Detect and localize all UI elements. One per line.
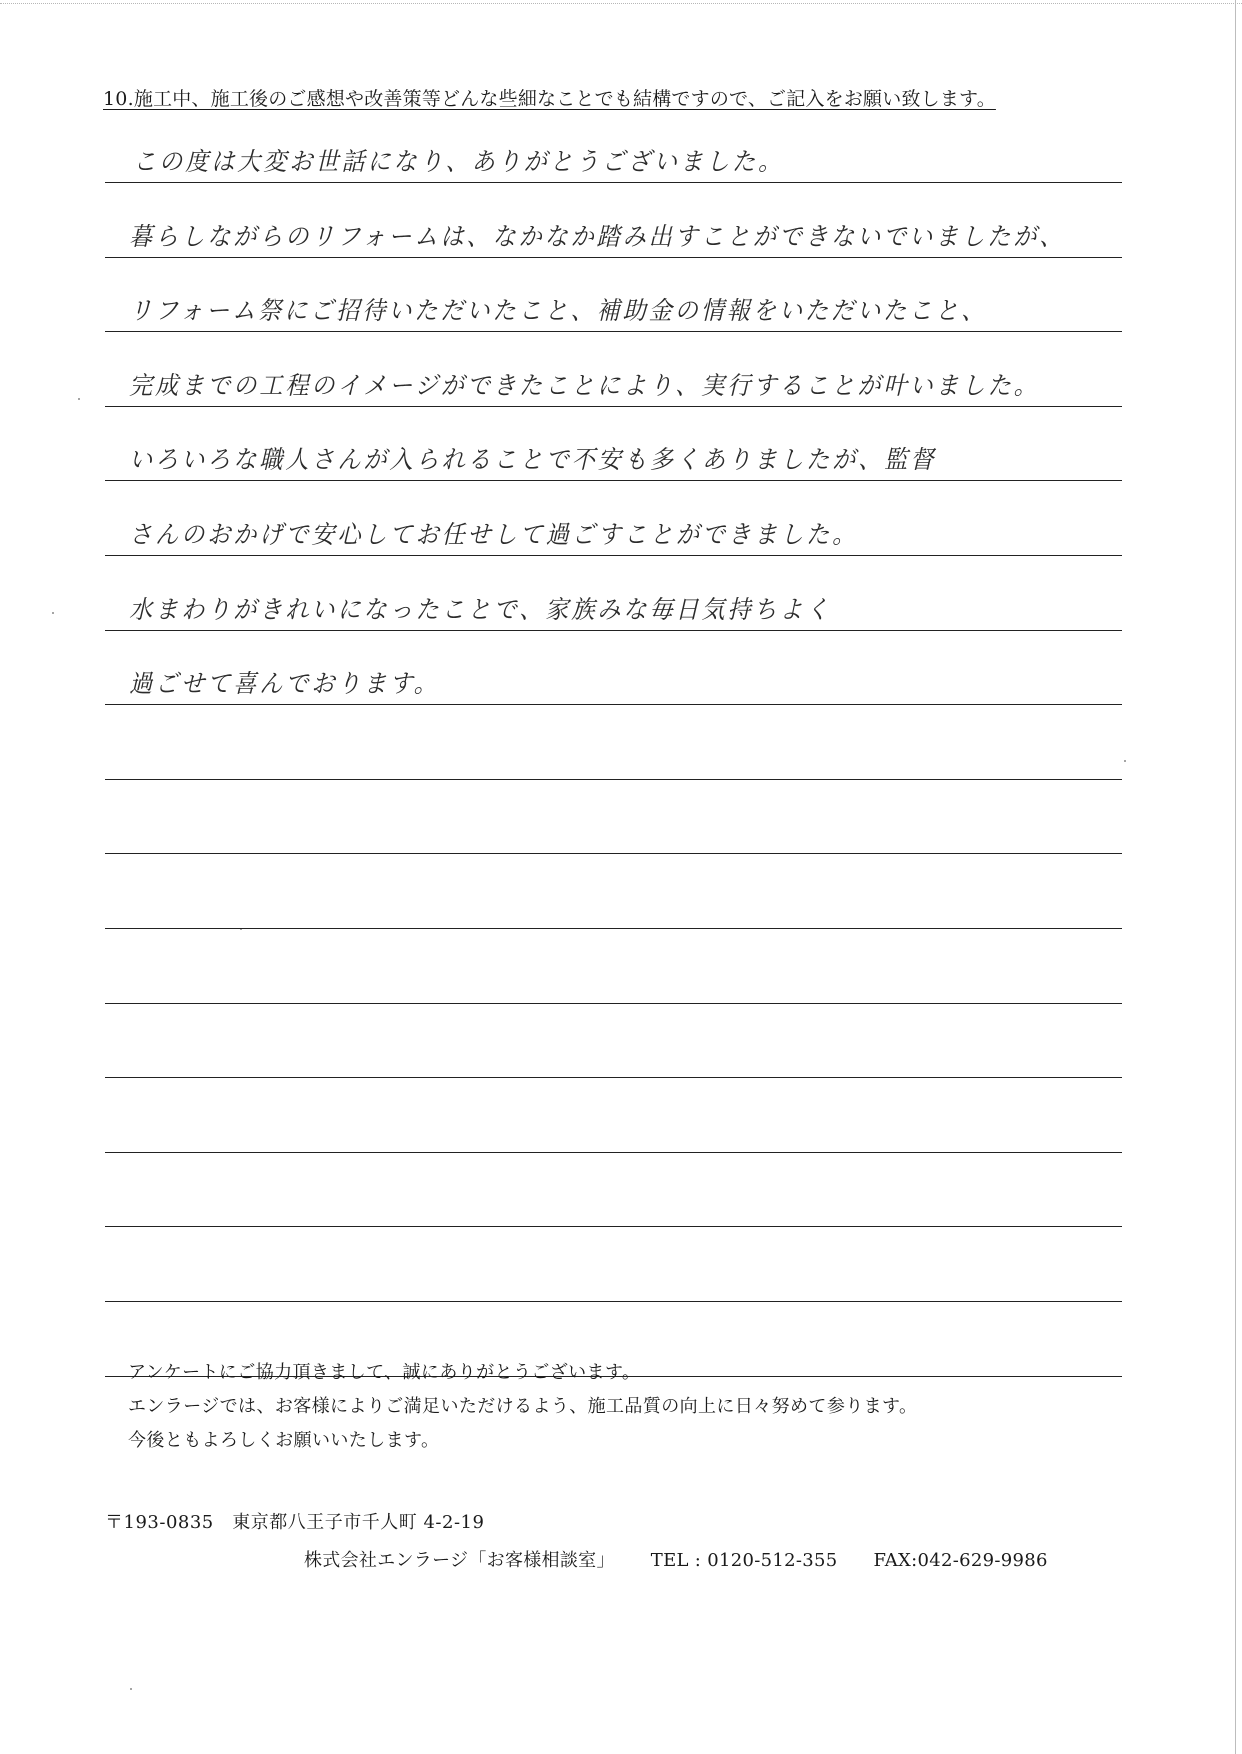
answer-line: [105, 1004, 1122, 1079]
answer-line: [105, 130, 1122, 183]
closing-line: アンケートにご協力頂きまして、誠にありがとうございます。: [128, 1362, 641, 1383]
answer-line: [105, 183, 1122, 258]
answer-line: [105, 780, 1122, 855]
handwritten-text: 暮らしながらのリフォームは、なかなか踏み出すことができないでいましたが、: [129, 221, 1066, 251]
answer-line: [105, 1153, 1122, 1228]
answer-line: [105, 929, 1122, 1004]
scan-top-edge: [0, 0, 1242, 4]
answer-line: [105, 481, 1122, 556]
scan-speck: [1124, 760, 1126, 762]
handwritten-text: この度は大変お世話になり、ありがとうございました。: [133, 147, 785, 176]
closing-line: 今後ともよろしくお願いいたします。: [128, 1430, 440, 1451]
phone-number: TEL : 0120-512-355: [650, 1550, 838, 1571]
scan-right-edge: [1235, 0, 1236, 1754]
handwritten-text: 水まわりがきれいになったことで、家族みな毎日気持ちよく: [129, 594, 832, 624]
company-name: 株式会社エンラージ「お客様相談室」: [304, 1550, 615, 1571]
company-contact: [304, 1546, 1048, 1572]
survey-question: 10.施工中、施工後のご感想や改善策等どんな些細なことでも結構ですので、ご記入をお願い致します。: [103, 88, 996, 110]
answer-line: [105, 1227, 1122, 1302]
answer-line: [105, 705, 1122, 780]
handwritten-text: さんのおかげで安心してお任せして過ごすことができました。: [129, 519, 859, 549]
handwritten-text: 過ごせて喜んでおります。: [129, 669, 440, 699]
answer-line: [105, 332, 1122, 407]
answer-area: [105, 130, 1122, 1377]
answer-line: [105, 556, 1122, 631]
answer-line: [105, 407, 1122, 482]
scan-speck: [52, 612, 54, 614]
scan-speck: [130, 1688, 132, 1690]
answer-line: [105, 258, 1122, 333]
scan-speck: [78, 398, 80, 400]
answer-line: [105, 1078, 1122, 1153]
company-address: 〒193-0835 東京都八王子市千人町 4-2-19: [105, 1512, 485, 1533]
closing-message: [128, 1356, 917, 1458]
handwritten-text: 完成までの工程のイメージができたことにより、実行することが叶いました。: [129, 370, 1040, 400]
answer-line: [105, 631, 1122, 706]
closing-line: エンラージでは、お客様によりご満足いただけるよう、施工品質の向上に日々努めて参ります。: [128, 1396, 918, 1417]
fax-number: FAX:042-629-9986: [873, 1550, 1048, 1571]
answer-line: [105, 854, 1122, 929]
handwritten-text: いろいろな職人さんが入られることで不安も多くありましたが、監督: [129, 445, 937, 475]
handwritten-text: リフォーム祭にご招待いただいたこと、補助金の情報をいただいたこと、: [129, 296, 988, 326]
